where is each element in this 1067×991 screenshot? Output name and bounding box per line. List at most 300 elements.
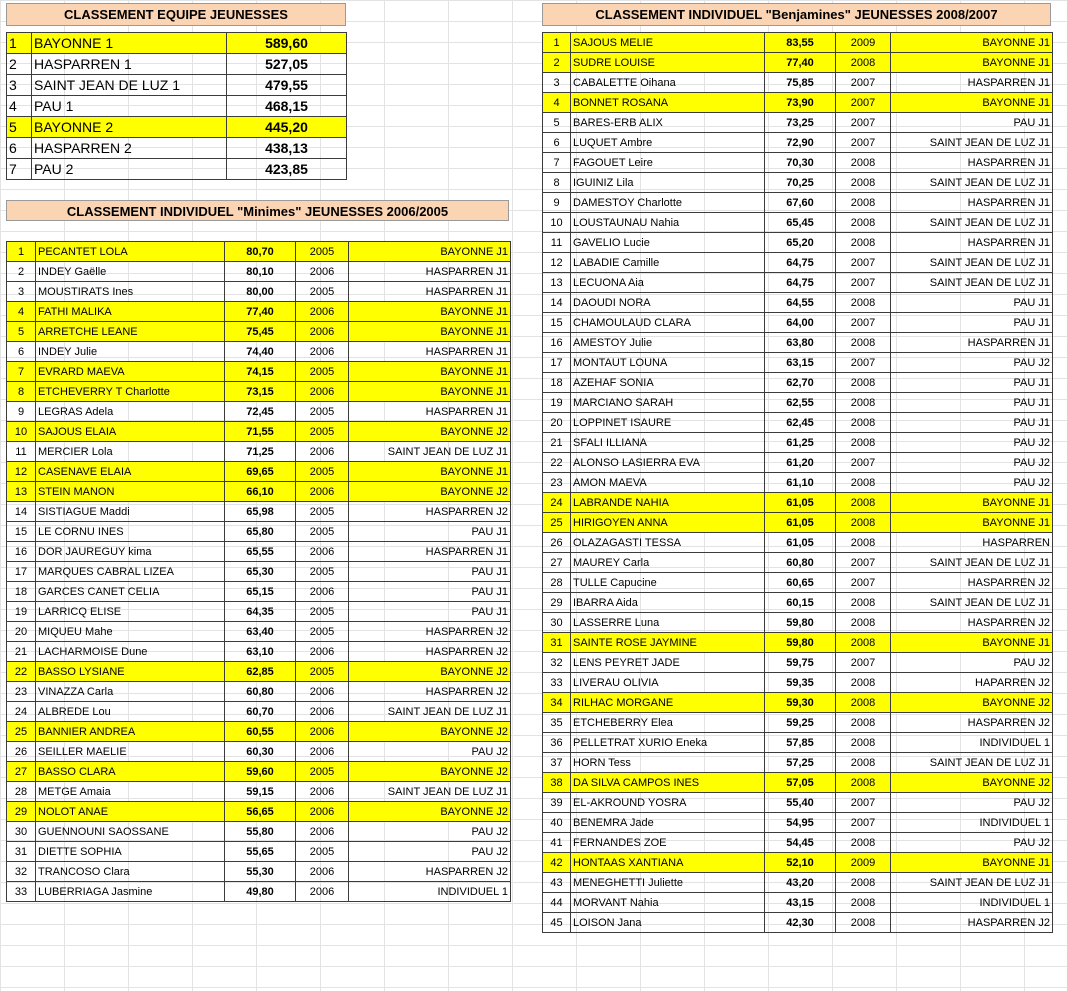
ranking-row bbox=[543, 513, 1053, 533]
athlete-name-cell: SEILLER MAELIE bbox=[36, 742, 225, 762]
ranking-row bbox=[543, 573, 1053, 593]
rank-cell: 12 bbox=[7, 462, 36, 482]
year-cell: 2008 bbox=[836, 633, 891, 653]
score-cell: 75,85 bbox=[765, 73, 836, 93]
rank-cell: 23 bbox=[543, 473, 571, 493]
rank-cell: 36 bbox=[543, 733, 571, 753]
athlete-name-cell: AMESTOY Julie bbox=[571, 333, 765, 353]
rank-cell: 29 bbox=[543, 593, 571, 613]
athlete-name-cell: IBARRA Aida bbox=[571, 593, 765, 613]
score-cell: 61,05 bbox=[765, 513, 836, 533]
year-cell: 2006 bbox=[296, 722, 349, 742]
score-cell: 60,55 bbox=[225, 722, 296, 742]
rank-cell: 7 bbox=[7, 159, 32, 180]
rank-cell: 3 bbox=[7, 75, 32, 96]
athlete-name-cell: BENEMRA Jade bbox=[571, 813, 765, 833]
athlete-name-cell: DOR JAUREGUY kima bbox=[36, 542, 225, 562]
club-cell: BAYONNE J2 bbox=[891, 773, 1053, 793]
year-cell: 2007 bbox=[836, 813, 891, 833]
rank-cell: 33 bbox=[543, 673, 571, 693]
rank-cell: 11 bbox=[543, 233, 571, 253]
score-cell: 59,15 bbox=[225, 782, 296, 802]
ranking-row bbox=[543, 193, 1053, 213]
rank-cell: 3 bbox=[543, 73, 571, 93]
athlete-name-cell: ETCHEBERRY Elea bbox=[571, 713, 765, 733]
year-cell: 2007 bbox=[836, 133, 891, 153]
score-cell: 83,55 bbox=[765, 33, 836, 53]
score-cell: 80,70 bbox=[225, 242, 296, 262]
club-cell: BAYONNE J1 bbox=[349, 302, 511, 322]
rank-cell: 8 bbox=[7, 382, 36, 402]
rank-cell: 30 bbox=[543, 613, 571, 633]
athlete-name-cell: ALBREDE Lou bbox=[36, 702, 225, 722]
year-cell: 2008 bbox=[836, 393, 891, 413]
athlete-name-cell: HIRIGOYEN ANNA bbox=[571, 513, 765, 533]
year-cell: 2008 bbox=[836, 913, 891, 933]
year-cell: 2007 bbox=[836, 273, 891, 293]
score-cell: 64,35 bbox=[225, 602, 296, 622]
year-cell: 2007 bbox=[836, 353, 891, 373]
athlete-name-cell: EVRARD MAEVA bbox=[36, 362, 225, 382]
club-cell: BAYONNE J1 bbox=[891, 93, 1053, 113]
ranking-row bbox=[543, 213, 1053, 233]
year-cell: 2005 bbox=[296, 842, 349, 862]
year-cell: 2008 bbox=[836, 693, 891, 713]
club-cell: HASPARREN J2 bbox=[349, 642, 511, 662]
athlete-name-cell: LACHARMOISE Dune bbox=[36, 642, 225, 662]
year-cell: 2008 bbox=[836, 613, 891, 633]
athlete-name-cell: MIQUEU Mahe bbox=[36, 622, 225, 642]
year-cell: 2008 bbox=[836, 233, 891, 253]
athlete-name-cell: AZEHAF SONIA bbox=[571, 373, 765, 393]
ranking-row bbox=[7, 582, 511, 602]
year-cell: 2008 bbox=[836, 833, 891, 853]
rank-cell: 28 bbox=[7, 782, 36, 802]
year-cell: 2007 bbox=[836, 453, 891, 473]
rank-cell: 20 bbox=[543, 413, 571, 433]
rank-cell: 23 bbox=[7, 682, 36, 702]
year-cell: 2006 bbox=[296, 782, 349, 802]
rank-cell: 32 bbox=[7, 862, 36, 882]
athlete-name-cell: VINAZZA Carla bbox=[36, 682, 225, 702]
club-cell: HASPARREN J1 bbox=[349, 342, 511, 362]
club-cell: SAINT JEAN DE LUZ J1 bbox=[891, 593, 1053, 613]
year-cell: 2008 bbox=[836, 773, 891, 793]
score-cell: 445,20 bbox=[227, 117, 347, 138]
athlete-name-cell: CABALETTE Oihana bbox=[571, 73, 765, 93]
team-ranking-title: CLASSEMENT EQUIPE JEUNESSES bbox=[6, 3, 346, 26]
rank-cell: 28 bbox=[543, 573, 571, 593]
rank-cell: 41 bbox=[543, 833, 571, 853]
rank-cell: 33 bbox=[7, 882, 36, 902]
score-cell: 43,20 bbox=[765, 873, 836, 893]
rank-cell: 18 bbox=[543, 373, 571, 393]
score-cell: 80,10 bbox=[225, 262, 296, 282]
rank-cell: 6 bbox=[7, 342, 36, 362]
year-cell: 2006 bbox=[296, 822, 349, 842]
rank-cell: 13 bbox=[543, 273, 571, 293]
rank-cell: 22 bbox=[7, 662, 36, 682]
ranking-row bbox=[7, 642, 511, 662]
year-cell: 2008 bbox=[836, 673, 891, 693]
club-cell: HAPARREN J2 bbox=[891, 673, 1053, 693]
athlete-name-cell: LE CORNU INES bbox=[36, 522, 225, 542]
score-cell: 62,70 bbox=[765, 373, 836, 393]
ranking-row bbox=[7, 542, 511, 562]
ranking-row bbox=[543, 673, 1053, 693]
club-cell: PAU J1 bbox=[891, 313, 1053, 333]
rank-cell: 29 bbox=[7, 802, 36, 822]
team-row bbox=[7, 33, 347, 54]
rank-cell: 45 bbox=[543, 913, 571, 933]
ranking-row bbox=[7, 562, 511, 582]
ranking-row bbox=[543, 173, 1053, 193]
athlete-name-cell: HORN Tess bbox=[571, 753, 765, 773]
rank-cell: 5 bbox=[543, 113, 571, 133]
ranking-row bbox=[7, 702, 511, 722]
year-cell: 2008 bbox=[836, 433, 891, 453]
club-cell: HASPARREN J1 bbox=[349, 402, 511, 422]
score-cell: 57,05 bbox=[765, 773, 836, 793]
ranking-row bbox=[543, 453, 1053, 473]
athlete-name-cell: SAINTE ROSE JAYMINE bbox=[571, 633, 765, 653]
club-cell: PAU J2 bbox=[349, 742, 511, 762]
score-cell: 60,80 bbox=[765, 553, 836, 573]
year-cell: 2008 bbox=[836, 893, 891, 913]
year-cell: 2005 bbox=[296, 462, 349, 482]
year-cell: 2005 bbox=[296, 362, 349, 382]
club-cell: BAYONNE J1 bbox=[349, 322, 511, 342]
ranking-row bbox=[7, 362, 511, 382]
athlete-name-cell: ARRETCHE LEANE bbox=[36, 322, 225, 342]
ranking-row bbox=[543, 73, 1053, 93]
athlete-name-cell: OLAZAGASTI TESSA bbox=[571, 533, 765, 553]
year-cell: 2008 bbox=[836, 473, 891, 493]
rank-cell: 20 bbox=[7, 622, 36, 642]
athlete-name-cell: LUQUET Ambre bbox=[571, 133, 765, 153]
club-cell: HASPARREN J1 bbox=[891, 153, 1053, 173]
score-cell: 479,55 bbox=[227, 75, 347, 96]
club-cell: INDIVIDUEL 1 bbox=[349, 882, 511, 902]
athlete-name-cell: SISTIAGUE Maddi bbox=[36, 502, 225, 522]
year-cell: 2005 bbox=[296, 242, 349, 262]
rank-cell: 12 bbox=[543, 253, 571, 273]
score-cell: 77,40 bbox=[765, 53, 836, 73]
club-cell: BAYONNE J1 bbox=[891, 853, 1053, 873]
club-cell: PAU J1 bbox=[891, 413, 1053, 433]
year-cell: 2008 bbox=[836, 213, 891, 233]
ranking-row bbox=[543, 853, 1053, 873]
year-cell: 2009 bbox=[836, 33, 891, 53]
rank-cell: 30 bbox=[7, 822, 36, 842]
rank-cell: 27 bbox=[543, 553, 571, 573]
ranking-row bbox=[7, 322, 511, 342]
rank-cell: 7 bbox=[7, 362, 36, 382]
athlete-name-cell: MORVANT Nahia bbox=[571, 893, 765, 913]
score-cell: 55,65 bbox=[225, 842, 296, 862]
athlete-name-cell: MONTAUT LOUNA bbox=[571, 353, 765, 373]
athlete-name-cell: ETCHEVERRY T Charlotte bbox=[36, 382, 225, 402]
team-row bbox=[7, 75, 347, 96]
year-cell: 2008 bbox=[836, 513, 891, 533]
ranking-row bbox=[7, 762, 511, 782]
rank-cell: 27 bbox=[7, 762, 36, 782]
rank-cell: 35 bbox=[543, 713, 571, 733]
club-cell: HASPARREN J1 bbox=[891, 73, 1053, 93]
ranking-row bbox=[7, 282, 511, 302]
ranking-row bbox=[543, 333, 1053, 353]
athlete-name-cell: STEIN MANON bbox=[36, 482, 225, 502]
score-cell: 527,05 bbox=[227, 54, 347, 75]
score-cell: 61,05 bbox=[765, 533, 836, 553]
club-cell: BAYONNE J1 bbox=[891, 513, 1053, 533]
athlete-name-cell: MARQUES CABRAL LIZEA bbox=[36, 562, 225, 582]
score-cell: 75,45 bbox=[225, 322, 296, 342]
year-cell: 2008 bbox=[836, 713, 891, 733]
year-cell: 2008 bbox=[836, 753, 891, 773]
athlete-name-cell: SFALI ILLIANA bbox=[571, 433, 765, 453]
rank-cell: 14 bbox=[7, 502, 36, 522]
score-cell: 65,30 bbox=[225, 562, 296, 582]
ranking-row bbox=[7, 882, 511, 902]
athlete-name-cell: LIVERAU OLIVIA bbox=[571, 673, 765, 693]
year-cell: 2006 bbox=[296, 542, 349, 562]
rank-cell: 38 bbox=[543, 773, 571, 793]
club-cell: PAU J1 bbox=[349, 582, 511, 602]
ranking-row bbox=[543, 313, 1053, 333]
ranking-row bbox=[543, 133, 1053, 153]
club-cell: INDIVIDUEL 1 bbox=[891, 733, 1053, 753]
year-cell: 2008 bbox=[836, 413, 891, 433]
team-name-cell: BAYONNE 1 bbox=[32, 33, 227, 54]
athlete-name-cell: BANNIER ANDREA bbox=[36, 722, 225, 742]
rank-cell: 5 bbox=[7, 117, 32, 138]
rank-cell: 4 bbox=[543, 93, 571, 113]
athlete-name-cell: METGE Amaia bbox=[36, 782, 225, 802]
score-cell: 59,25 bbox=[765, 713, 836, 733]
year-cell: 2006 bbox=[296, 582, 349, 602]
athlete-name-cell: LECUONA Aia bbox=[571, 273, 765, 293]
year-cell: 2008 bbox=[836, 293, 891, 313]
club-cell: BAYONNE J1 bbox=[891, 53, 1053, 73]
athlete-name-cell: BONNET ROSANA bbox=[571, 93, 765, 113]
club-cell: HASPARREN J1 bbox=[891, 333, 1053, 353]
club-cell: HASPARREN bbox=[891, 533, 1053, 553]
year-cell: 2008 bbox=[836, 153, 891, 173]
rank-cell: 11 bbox=[7, 442, 36, 462]
team-row bbox=[7, 54, 347, 75]
rank-cell: 44 bbox=[543, 893, 571, 913]
ranking-row bbox=[543, 553, 1053, 573]
athlete-name-cell: EL-AKROUND YOSRA bbox=[571, 793, 765, 813]
score-cell: 42,30 bbox=[765, 913, 836, 933]
ranking-row bbox=[7, 622, 511, 642]
minimes-ranking-table bbox=[6, 241, 511, 902]
score-cell: 71,25 bbox=[225, 442, 296, 462]
year-cell: 2005 bbox=[296, 562, 349, 582]
score-cell: 74,40 bbox=[225, 342, 296, 362]
athlete-name-cell: LABRANDE NAHIA bbox=[571, 493, 765, 513]
team-name-cell: BAYONNE 2 bbox=[32, 117, 227, 138]
year-cell: 2007 bbox=[836, 73, 891, 93]
athlete-name-cell: LENS PEYRET JADE bbox=[571, 653, 765, 673]
score-cell: 64,55 bbox=[765, 293, 836, 313]
ranking-row bbox=[543, 113, 1053, 133]
rank-cell: 10 bbox=[543, 213, 571, 233]
rank-cell: 42 bbox=[543, 853, 571, 873]
rank-cell: 9 bbox=[7, 402, 36, 422]
ranking-row bbox=[7, 262, 511, 282]
athlete-name-cell: LABADIE Camille bbox=[571, 253, 765, 273]
ranking-row bbox=[543, 293, 1053, 313]
rank-cell: 39 bbox=[543, 793, 571, 813]
club-cell: HASPARREN J1 bbox=[891, 233, 1053, 253]
rank-cell: 1 bbox=[7, 242, 36, 262]
club-cell: BAYONNE J2 bbox=[349, 422, 511, 442]
rank-cell: 17 bbox=[7, 562, 36, 582]
athlete-name-cell: TRANCOSO Clara bbox=[36, 862, 225, 882]
club-cell: BAYONNE J1 bbox=[349, 362, 511, 382]
athlete-name-cell: ALONSO LASIERRA EVA bbox=[571, 453, 765, 473]
ranking-row bbox=[543, 713, 1053, 733]
ranking-row bbox=[7, 302, 511, 322]
rank-cell: 26 bbox=[543, 533, 571, 553]
rank-cell: 21 bbox=[543, 433, 571, 453]
rank-cell: 19 bbox=[543, 393, 571, 413]
year-cell: 2005 bbox=[296, 522, 349, 542]
score-cell: 61,05 bbox=[765, 493, 836, 513]
athlete-name-cell: MAUREY Carla bbox=[571, 553, 765, 573]
club-cell: BAYONNE J1 bbox=[891, 33, 1053, 53]
club-cell: SAINT JEAN DE LUZ J1 bbox=[349, 782, 511, 802]
ranking-row bbox=[7, 462, 511, 482]
year-cell: 2006 bbox=[296, 742, 349, 762]
club-cell: BAYONNE J2 bbox=[349, 722, 511, 742]
score-cell: 65,98 bbox=[225, 502, 296, 522]
athlete-name-cell: MERCIER Lola bbox=[36, 442, 225, 462]
rank-cell: 24 bbox=[543, 493, 571, 513]
ranking-row bbox=[543, 93, 1053, 113]
year-cell: 2009 bbox=[836, 853, 891, 873]
year-cell: 2008 bbox=[836, 373, 891, 393]
year-cell: 2007 bbox=[836, 313, 891, 333]
club-cell: HASPARREN J2 bbox=[349, 502, 511, 522]
score-cell: 60,80 bbox=[225, 682, 296, 702]
year-cell: 2007 bbox=[836, 113, 891, 133]
score-cell: 59,75 bbox=[765, 653, 836, 673]
score-cell: 61,20 bbox=[765, 453, 836, 473]
athlete-name-cell: FATHI MALIKA bbox=[36, 302, 225, 322]
score-cell: 43,15 bbox=[765, 893, 836, 913]
score-cell: 69,65 bbox=[225, 462, 296, 482]
score-cell: 63,15 bbox=[765, 353, 836, 373]
club-cell: PAU J1 bbox=[349, 602, 511, 622]
ranking-row bbox=[7, 422, 511, 442]
rank-cell: 14 bbox=[543, 293, 571, 313]
rank-cell: 26 bbox=[7, 742, 36, 762]
athlete-name-cell: LOUSTAUNAU Nahia bbox=[571, 213, 765, 233]
year-cell: 2007 bbox=[836, 653, 891, 673]
ranking-row bbox=[7, 842, 511, 862]
rank-cell: 17 bbox=[543, 353, 571, 373]
benjamines-ranking-table bbox=[542, 32, 1053, 933]
score-cell: 59,80 bbox=[765, 613, 836, 633]
score-cell: 65,55 bbox=[225, 542, 296, 562]
score-cell: 57,85 bbox=[765, 733, 836, 753]
athlete-name-cell: INDEY Gaëlle bbox=[36, 262, 225, 282]
year-cell: 2006 bbox=[296, 302, 349, 322]
score-cell: 59,35 bbox=[765, 673, 836, 693]
year-cell: 2005 bbox=[296, 422, 349, 442]
ranking-row bbox=[543, 833, 1053, 853]
ranking-row bbox=[543, 33, 1053, 53]
year-cell: 2006 bbox=[296, 322, 349, 342]
club-cell: BAYONNE J1 bbox=[349, 382, 511, 402]
team-name-cell: SAINT JEAN DE LUZ 1 bbox=[32, 75, 227, 96]
club-cell: PAU J2 bbox=[349, 822, 511, 842]
score-cell: 60,30 bbox=[225, 742, 296, 762]
year-cell: 2006 bbox=[296, 642, 349, 662]
club-cell: SAINT JEAN DE LUZ J1 bbox=[891, 253, 1053, 273]
ranking-row bbox=[543, 233, 1053, 253]
ranking-row bbox=[543, 813, 1053, 833]
ranking-row bbox=[7, 482, 511, 502]
club-cell: SAINT JEAN DE LUZ J1 bbox=[349, 442, 511, 462]
rank-cell: 16 bbox=[543, 333, 571, 353]
rank-cell: 19 bbox=[7, 602, 36, 622]
rank-cell: 2 bbox=[7, 54, 32, 75]
athlete-name-cell: LUBERRIAGA Jasmine bbox=[36, 882, 225, 902]
year-cell: 2006 bbox=[296, 442, 349, 462]
ranking-row bbox=[7, 662, 511, 682]
minimes-ranking-title: CLASSEMENT INDIVIDUEL "Minimes" JEUNESSES 2006/2005 bbox=[6, 200, 509, 221]
club-cell: HASPARREN J2 bbox=[891, 713, 1053, 733]
athlete-name-cell: DA SILVA CAMPOS INES bbox=[571, 773, 765, 793]
year-cell: 2008 bbox=[836, 173, 891, 193]
score-cell: 80,00 bbox=[225, 282, 296, 302]
athlete-name-cell: MENEGHETTI Juliette bbox=[571, 873, 765, 893]
athlete-name-cell: SAJOUS MELIE bbox=[571, 33, 765, 53]
club-cell: BAYONNE J1 bbox=[349, 242, 511, 262]
athlete-name-cell: LEGRAS Adela bbox=[36, 402, 225, 422]
ranking-row bbox=[7, 682, 511, 702]
rank-cell: 5 bbox=[7, 322, 36, 342]
athlete-name-cell: RILHAC MORGANE bbox=[571, 693, 765, 713]
score-cell: 55,80 bbox=[225, 822, 296, 842]
ranking-row bbox=[543, 473, 1053, 493]
team-ranking-table bbox=[6, 32, 347, 180]
club-cell: INDIVIDUEL 1 bbox=[891, 893, 1053, 913]
year-cell: 2006 bbox=[296, 262, 349, 282]
athlete-name-cell: GARCES CANET CELIA bbox=[36, 582, 225, 602]
ranking-row bbox=[543, 153, 1053, 173]
club-cell: HASPARREN J2 bbox=[349, 682, 511, 702]
club-cell: BAYONNE J2 bbox=[349, 662, 511, 682]
athlete-name-cell: SUDRE LOUISE bbox=[571, 53, 765, 73]
score-cell: 72,45 bbox=[225, 402, 296, 422]
ranking-row bbox=[7, 722, 511, 742]
ranking-row bbox=[543, 693, 1053, 713]
athlete-name-cell: AMON MAEVA bbox=[571, 473, 765, 493]
score-cell: 60,15 bbox=[765, 593, 836, 613]
athlete-name-cell: GAVELIO Lucie bbox=[571, 233, 765, 253]
athlete-name-cell: FAGOUET Leire bbox=[571, 153, 765, 173]
team-name-cell: HASPARREN 1 bbox=[32, 54, 227, 75]
score-cell: 60,65 bbox=[765, 573, 836, 593]
ranking-row bbox=[7, 242, 511, 262]
rank-cell: 34 bbox=[543, 693, 571, 713]
athlete-name-cell: LASSERRE Luna bbox=[571, 613, 765, 633]
